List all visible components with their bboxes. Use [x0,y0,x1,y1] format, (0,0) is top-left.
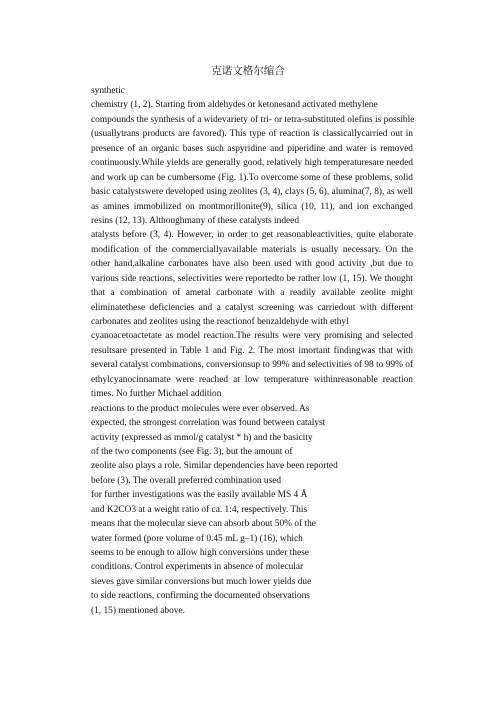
text-line: eliminatethese deficiencies and a catalyst screening was carriedout with different [91,302,413,313]
text-line: compounds the synthesis of a widevariety of tri- or tetra-substituted olefins is possible [91,114,415,125]
text-line: as amines immobilized on montmorillonite(9), silica (10, 11), and ion exchanged [91,201,413,212]
text-line: basic catalystswere developed using zeolites (3, 4), clays (5, 6), alumina(7, 8), as well [91,187,414,198]
text-line: synthetic [91,86,125,96]
text-line: several catalyst combinations, conversionsup to 99% and selectivities of 98 to 99% of [91,360,414,371]
page-title: 克诺文格尔缩合 [211,65,285,77]
text-line: sieves gave similar conversions but much lower yields due [91,576,312,587]
text-line: to side reactions, confirming the documented observations [91,591,310,602]
text-line: ethylcyanocinnamate were reached at low temperature withinreasonable reaction [91,374,413,385]
text-line: activity (expressed as mmol/g catalyst * h) and the basicity [91,432,313,443]
text-line: that a combination of ametal carbonate with a readily available zeolite might [91,288,413,299]
text-line: resultsare presented in Table 1 and Fig. 2. The most imortant findingwas that with [91,345,413,356]
text-line: other hand,alkaline carbonates have also been used with good activity ,but due to [91,259,413,270]
text-line: for further investigations was the easily available MS 4 Å [91,490,308,501]
text-line: modification of the commerciallyavailable materials is usually necessary. On the [91,244,413,255]
text-line: resins (12, 13). Althoughmany of these catalysts indeed [91,215,300,226]
text-line: reactions to the product molecules were ever observed. As [91,403,310,414]
text-line: means that the molecular sieve can absorb about 50% of the [91,519,316,530]
text-line: and work up can be cumbersome (Fig. 1).To overcome some of these problems, solid [91,172,413,183]
text-line: and K2CO3 at a weight ratio of ca. 1:4, respectively. This [91,504,308,515]
text-line: presence of an organic bases such aspyridine and piperidine and water is removed [91,143,413,154]
text-line: zeolite also plays a role. Similar dependencies have been reported [91,461,338,472]
text-line: water formed (pore volume of 0.45 mL g–1) (16), which [91,533,303,544]
text-line: atalysts before (3, 4). However, in order to get reasonableactivities, quite elaborate [91,230,413,241]
text-line: various side reactions, selectivities were reportedto be rather low (1, 15). We thought [91,273,413,284]
text-line: (usuallytrans products are favored). This type of reaction is classicallycarried out in [91,129,413,140]
text-line: of the two components (see Fig. 3), but the amount of [91,446,293,457]
text-line: carbonates and zeolites using the reactionof benzaldehyde with ethyl [91,317,349,327]
text-line: seems to be enough to allow high conversions under these [91,548,309,558]
text-line: (1, 15) mentioned above. [91,605,185,616]
text-line: chemistry (1, 2). Starting from aldehydes or ketonesand activated methylene [91,100,378,111]
text-line: continuously.While yields are generally good, relatively high temperaturesare needed [91,158,413,169]
text-line: cyanoacetoactetate as model reaction.The results were very promising and selected [91,331,413,342]
body-text [91,84,413,618]
text-line: expected, the strongest correlation was found between catalyst [91,418,326,429]
text-line: before (3). The overall preferred combination used [91,475,282,486]
text-line: times. No further Michael addition [91,389,222,400]
text-line: conditions. Control experiments in absence of molecular [91,562,304,573]
